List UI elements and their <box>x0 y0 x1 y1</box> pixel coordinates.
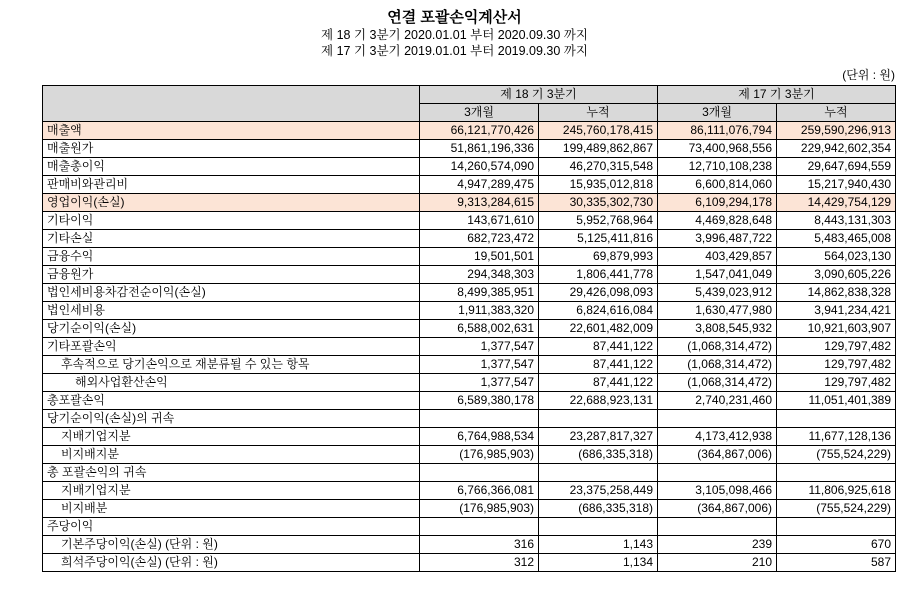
cell-value: 129,797,482 <box>777 356 896 374</box>
cell-value: 22,688,923,131 <box>539 392 658 410</box>
cell-value: 3,090,605,226 <box>777 266 896 284</box>
cell-value: 5,952,768,964 <box>539 212 658 230</box>
cell-value: 87,441,122 <box>539 374 658 392</box>
cell-value: 30,335,302,730 <box>539 194 658 212</box>
cell-value: 51,861,196,336 <box>420 140 539 158</box>
cell-value: 210 <box>658 554 777 572</box>
cell-value: (364,867,006) <box>658 500 777 518</box>
cell-value: 4,469,828,648 <box>658 212 777 230</box>
col-group-period-17: 제 17 기 3분기 <box>658 86 896 104</box>
table-row <box>43 464 896 482</box>
table-row <box>43 554 896 572</box>
cell-value: 1,377,547 <box>420 338 539 356</box>
cell-value: 15,217,940,430 <box>777 176 896 194</box>
table-row <box>43 176 896 194</box>
cell-value: 670 <box>777 536 896 554</box>
table-row <box>43 158 896 176</box>
cell-value: 1,377,547 <box>420 374 539 392</box>
cell-value: 29,426,098,093 <box>539 284 658 302</box>
subheader-18-3month: 3개월 <box>420 104 539 122</box>
row-label: 기본주당이익(손실) (단위 : 원) <box>43 536 420 554</box>
table-row <box>43 266 896 284</box>
cell-value: 6,588,002,631 <box>420 320 539 338</box>
table-row <box>43 500 896 518</box>
cell-value <box>777 410 896 428</box>
cell-value <box>777 518 896 536</box>
cell-value: 1,911,383,320 <box>420 302 539 320</box>
cell-value: 129,797,482 <box>777 338 896 356</box>
cell-value: 9,313,284,615 <box>420 194 539 212</box>
row-label: 당기순이익(손실)의 귀속 <box>43 410 420 428</box>
cell-value: 316 <box>420 536 539 554</box>
cell-value <box>420 410 539 428</box>
cell-value: 3,996,487,722 <box>658 230 777 248</box>
cell-value: 15,935,012,818 <box>539 176 658 194</box>
cell-value: 8,443,131,303 <box>777 212 896 230</box>
cell-value: 5,125,411,816 <box>539 230 658 248</box>
cell-value: 259,590,296,913 <box>777 122 896 140</box>
cell-value: 69,879,993 <box>539 248 658 266</box>
cell-value: 12,710,108,238 <box>658 158 777 176</box>
row-label: 영업이익(손실) <box>43 194 420 212</box>
table-row <box>43 338 896 356</box>
cell-value: 239 <box>658 536 777 554</box>
cell-value: (176,985,903) <box>420 500 539 518</box>
cell-value: 2,740,231,460 <box>658 392 777 410</box>
cell-value: (364,867,006) <box>658 446 777 464</box>
row-label: 매출액 <box>43 122 420 140</box>
cell-value <box>420 518 539 536</box>
cell-value: 14,260,574,090 <box>420 158 539 176</box>
cell-value: (686,335,318) <box>539 446 658 464</box>
cell-value: 19,501,501 <box>420 248 539 266</box>
table-row <box>43 410 896 428</box>
table-row <box>43 284 896 302</box>
cell-value: 10,921,603,907 <box>777 320 896 338</box>
cell-value: 3,808,545,932 <box>658 320 777 338</box>
row-label: 기타손실 <box>43 230 420 248</box>
cell-value: 3,941,234,421 <box>777 302 896 320</box>
cell-value: 1,134 <box>539 554 658 572</box>
cell-value: 73,400,968,556 <box>658 140 777 158</box>
cell-value: 14,862,838,328 <box>777 284 896 302</box>
cell-value: (755,524,229) <box>777 446 896 464</box>
row-label: 희석주당이익(손실) (단위 : 원) <box>43 554 420 572</box>
cell-value: (755,524,229) <box>777 500 896 518</box>
subheader-17-3month: 3개월 <box>658 104 777 122</box>
table-row <box>43 482 896 500</box>
cell-value <box>539 410 658 428</box>
cell-value: 6,766,366,081 <box>420 482 539 500</box>
cell-value: 312 <box>420 554 539 572</box>
row-label: 기타이익 <box>43 212 420 230</box>
table-row <box>43 518 896 536</box>
col-group-period-18: 제 18 기 3분기 <box>420 86 658 104</box>
cell-value: 6,600,814,060 <box>658 176 777 194</box>
cell-value: 46,270,315,548 <box>539 158 658 176</box>
table-row <box>43 230 896 248</box>
row-label: 금융원가 <box>43 266 420 284</box>
cell-value: 22,601,482,009 <box>539 320 658 338</box>
cell-value: 1,377,547 <box>420 356 539 374</box>
table-row <box>43 356 896 374</box>
table-body <box>43 122 896 572</box>
cell-value: (1,068,314,472) <box>658 374 777 392</box>
cell-value: 1,630,477,980 <box>658 302 777 320</box>
period-line-18: 제 18 기 3분기 2020.01.01 부터 2020.09.30 까지 <box>321 28 588 42</box>
income-statement-table <box>42 85 896 572</box>
cell-value: 6,109,294,178 <box>658 194 777 212</box>
subheader-17-cumulative: 누적 <box>777 104 896 122</box>
cell-value <box>539 464 658 482</box>
table-row <box>43 212 896 230</box>
row-label: 매출총이익 <box>43 158 420 176</box>
table-row <box>43 302 896 320</box>
corner-cell <box>43 86 420 122</box>
header-row-periods <box>43 86 896 104</box>
cell-value: 245,760,178,415 <box>539 122 658 140</box>
cell-value: 4,173,412,938 <box>658 428 777 446</box>
row-label: 비지배지분 <box>43 446 420 464</box>
cell-value <box>420 464 539 482</box>
report-title: 연결 포괄손익계산서 <box>387 9 522 26</box>
cell-value: 403,429,857 <box>658 248 777 266</box>
cell-value: 6,824,616,084 <box>539 302 658 320</box>
table-row <box>43 194 896 212</box>
cell-value: 66,121,770,426 <box>420 122 539 140</box>
cell-value: (176,985,903) <box>420 446 539 464</box>
cell-value: 199,489,862,867 <box>539 140 658 158</box>
cell-value: 86,111,076,794 <box>658 122 777 140</box>
unit-note: (단위 : 원) <box>842 68 895 82</box>
row-label: 법인세비용 <box>43 302 420 320</box>
cell-value: 11,806,925,618 <box>777 482 896 500</box>
cell-value: 11,677,128,136 <box>777 428 896 446</box>
cell-value: 294,348,303 <box>420 266 539 284</box>
cell-value: 6,589,380,178 <box>420 392 539 410</box>
cell-value: 4,947,289,475 <box>420 176 539 194</box>
cell-value: 229,942,602,354 <box>777 140 896 158</box>
cell-value: 5,439,023,912 <box>658 284 777 302</box>
cell-value: (686,335,318) <box>539 500 658 518</box>
cell-value <box>777 464 896 482</box>
row-label: 비지배분 <box>43 500 420 518</box>
row-label: 법인세비용차감전순이익(손실) <box>43 284 420 302</box>
cell-value <box>539 518 658 536</box>
cell-value: 587 <box>777 554 896 572</box>
row-label: 해외사업환산손익 <box>43 374 420 392</box>
cell-value: (1,068,314,472) <box>658 356 777 374</box>
cell-value: 14,429,754,129 <box>777 194 896 212</box>
cell-value: 143,671,610 <box>420 212 539 230</box>
cell-value <box>658 410 777 428</box>
row-label: 총포괄손익 <box>43 392 420 410</box>
row-label: 주당이익 <box>43 518 420 536</box>
cell-value: 682,723,472 <box>420 230 539 248</box>
cell-value: 87,441,122 <box>539 338 658 356</box>
row-label: 금융수익 <box>43 248 420 266</box>
cell-value: 23,375,258,449 <box>539 482 658 500</box>
cell-value: 3,105,098,466 <box>658 482 777 500</box>
row-label: 매출원가 <box>43 140 420 158</box>
table-row <box>43 320 896 338</box>
period-line-17: 제 17 기 3분기 2019.01.01 부터 2019.09.30 까지 <box>321 44 588 58</box>
row-label: 판매비와관리비 <box>43 176 420 194</box>
row-label: 지배기업지분 <box>43 482 420 500</box>
cell-value: 23,287,817,327 <box>539 428 658 446</box>
row-label: 총 포괄손익의 귀속 <box>43 464 420 482</box>
cell-value: 29,647,694,559 <box>777 158 896 176</box>
table-header <box>43 86 896 122</box>
cell-value: 11,051,401,389 <box>777 392 896 410</box>
row-label: 기타포괄손익 <box>43 338 420 356</box>
cell-value: 564,023,130 <box>777 248 896 266</box>
cell-value: 1,143 <box>539 536 658 554</box>
cell-value: 1,806,441,778 <box>539 266 658 284</box>
cell-value: 87,441,122 <box>539 356 658 374</box>
row-label: 지배기업지분 <box>43 428 420 446</box>
cell-value: 129,797,482 <box>777 374 896 392</box>
table-row <box>43 122 896 140</box>
cell-value: 6,764,988,534 <box>420 428 539 446</box>
row-label: 후속적으로 당기손익으로 재분류될 수 있는 항목 <box>43 356 420 374</box>
cell-value: 8,499,385,951 <box>420 284 539 302</box>
table-row <box>43 140 896 158</box>
cell-value: 1,547,041,049 <box>658 266 777 284</box>
table-row <box>43 428 896 446</box>
subheader-18-cumulative: 누적 <box>539 104 658 122</box>
table-row <box>43 446 896 464</box>
cell-value <box>658 518 777 536</box>
table-row <box>43 248 896 266</box>
cell-value <box>658 464 777 482</box>
table-row <box>43 374 896 392</box>
table-row <box>43 392 896 410</box>
cell-value: (1,068,314,472) <box>658 338 777 356</box>
cell-value: 5,483,465,008 <box>777 230 896 248</box>
table-row <box>43 536 896 554</box>
row-label: 당기순이익(손실) <box>43 320 420 338</box>
